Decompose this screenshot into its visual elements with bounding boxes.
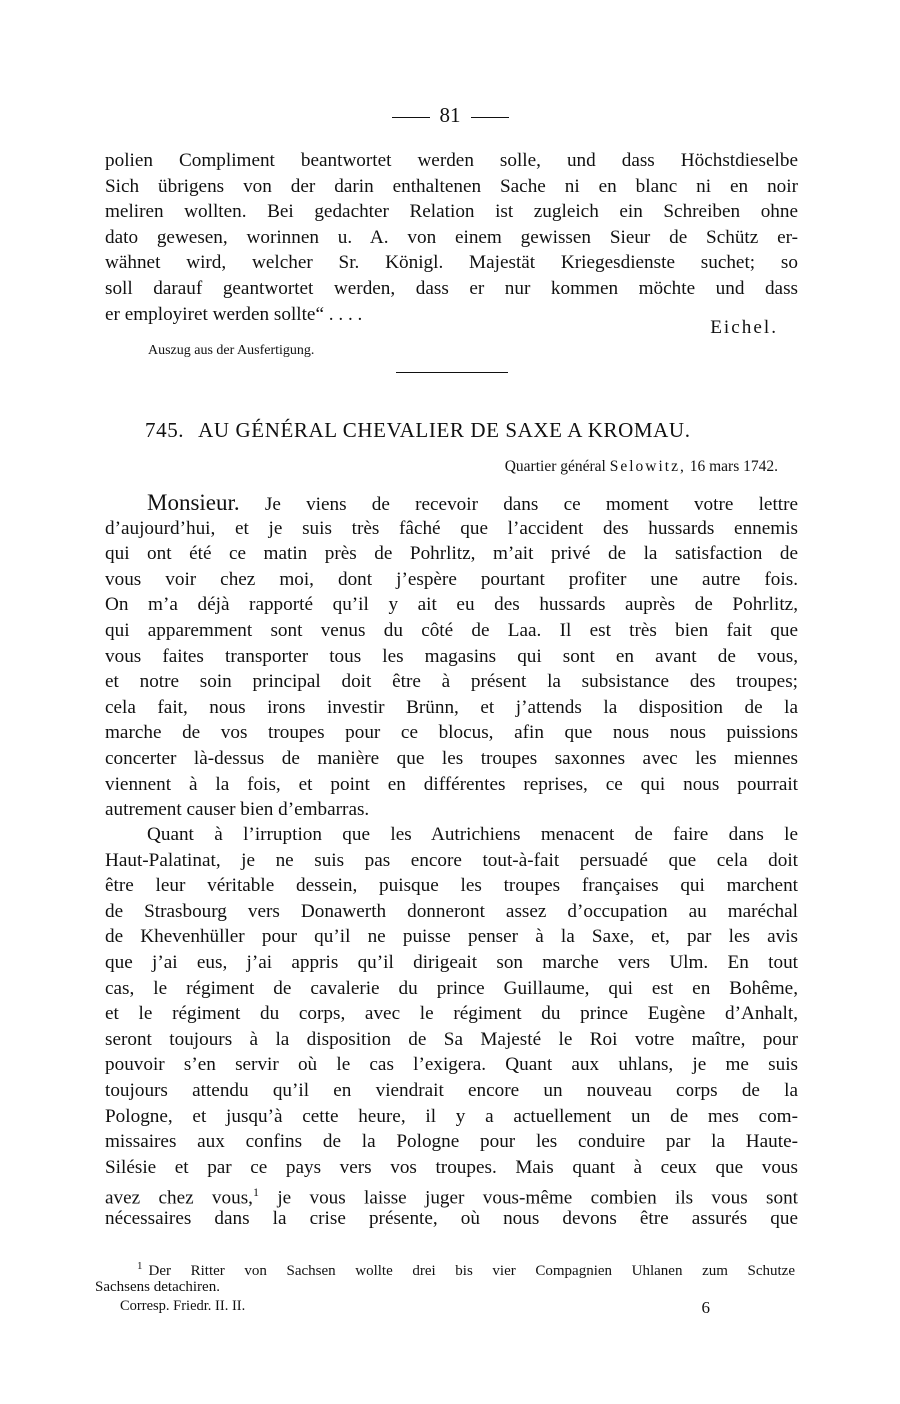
first-line-text: Je viens de recevoir dans ce moment votre lettre (264, 494, 799, 515)
continuation-text (105, 148, 798, 327)
text-line: Pologne, et jusqu’à cette heure, il y a actuellement un de mes com- (105, 1105, 798, 1127)
letter-dateline (0, 458, 778, 476)
text-line: et le régiment du corps, avec le régiment du prince Eugène d’Anhalt, (105, 1003, 798, 1025)
text-line: toujours attendu qu’il en viendrait encore un nouveau corps de la (105, 1079, 798, 1101)
text-line: vous faites transporter tous les magasins qui sont en avant de vous, (105, 645, 798, 667)
text-line: et notre soin principal doit être à présent la subsistance des troupes; (105, 671, 798, 693)
text-line: de Khevenhüller pour qu’il ne puisse penser à la Saxe, et, par les avis (105, 926, 798, 948)
text-line: wähnet wird, welcher Sr. Königl. Majestät Kriegesdienste suchet; so (105, 252, 798, 274)
text-line: dato gewesen, worinnen u. A. von einem gewissen Sieur de Schütz er- (105, 226, 798, 248)
header-dash-right (471, 117, 509, 118)
text-line (105, 490, 798, 516)
source-note: Auszug aus der Ausfertigung. (148, 343, 315, 358)
text-line: cas, le régiment de cavalerie du prince Guillaume, qui est en Bohême, (105, 977, 798, 999)
footnote-line: Sachsens detachiren. (95, 1279, 220, 1295)
text-line: nécessaires dans la crise présente, où nous devons être assurés que (105, 1207, 798, 1229)
text-line: qui ont été ce matin près de Pohrlitz, m’ait privé de la satisfaction de (105, 543, 798, 565)
salutation: Monsieur. (147, 490, 240, 515)
text-line: seront toujours à la disposition de Sa Majesté le Roi votre maître, pour (105, 1028, 798, 1050)
page-header (0, 100, 900, 130)
dateline-date: 16 mars 1742. (689, 458, 778, 475)
text-line: que j’ai eus, j’ai appris qu’il dirigeait son marche vers Ulm. En tout (105, 951, 798, 973)
text-line: marche de vos troupes pour ce blocus, afin que nous nous puissions (105, 722, 798, 744)
text-line: meliren wollten. Bei gedachter Relation ist zugleich ein Schreiben ohne (105, 201, 798, 223)
text-line: Sich übrigens von der darin enthaltenen Sache ni en blanc ni en noir (105, 175, 798, 197)
text-line: polien Compliment beantwortet werden solle, und dass Höchstdieselbe (105, 150, 798, 171)
text-line: autrement causer bien d’embarras. (105, 799, 370, 821)
text-line: cela fait, nous irons investir Brünn, et j’attends la disposition de la (105, 696, 798, 718)
line-before-footnote-ref: avez chez vous, (105, 1187, 253, 1209)
text-line: missaires aux confins de la Pologne pour les conduire par la Haute- (105, 1131, 798, 1153)
letter-number: 745. (145, 418, 185, 442)
text-line: er employiret werden sollte“ . . . . (105, 303, 363, 325)
footnote (95, 1256, 795, 1298)
text-line: Haut-Palatinat, je ne suis pas encore tout-à-fait persuadé que cela doit (105, 849, 798, 871)
text-line (105, 1180, 798, 1209)
footnote-text: Der Ritter von Sachsen wollte drei bis vier Compagnien Uhlanen zum Schutze (148, 1263, 795, 1279)
letter-title: AU GÉNÉRAL CHEVALIER DE SAXE A KROMAU. (198, 418, 691, 442)
text-line: On m’a déjà rapporté qu’il y ait eu des hussards auprès de Pohrlitz, (105, 594, 798, 616)
footnote-reference[interactable]: 1 (252, 1185, 259, 1200)
footnote-mark: 1 (137, 1260, 143, 1272)
letter-heading (145, 418, 785, 443)
text-line: pouvoir s’en servir où le cas l’exigera. Quant aux uhlans, je me suis (105, 1054, 798, 1076)
text-line: de Strasbourg vers Donawerth donneront assez d’occupation au maréchal (105, 900, 798, 922)
sheet-signature: 6 (701, 1298, 710, 1317)
letter-paragraph-1 (105, 490, 798, 823)
text-line: viennent à la fois, et point en différentes reprises, ce qui nous pourrait (105, 773, 798, 795)
section-separator (396, 372, 508, 373)
page-number: 81 (439, 103, 461, 127)
letter-paragraph-2 (105, 822, 798, 1232)
line-after-footnote-ref: je vous laisse juger vous-même combien ils vous sont (277, 1187, 798, 1209)
text-line: Silésie et par ce pays vers vos troupes. Mais quant à ceux que vous (105, 1156, 798, 1178)
dateline-prefix: Quartier général (504, 458, 606, 475)
header-dash-left (392, 117, 430, 118)
signature-eichel: Eichel. (710, 317, 778, 338)
footnote-line (95, 1256, 795, 1277)
text-line: concerter là-dessus de manière que les troupes saxonnes avec les miennes (105, 747, 798, 769)
text-line: vous voir chez moi, dont j’espère pourtant profiter une autre fois. (105, 568, 798, 590)
text-line: Quant à l’irruption que les Autrichiens menacent de faire dans le (147, 824, 798, 845)
text-line: être leur véritable dessein, puisque les troupes françaises qui marchent (105, 875, 798, 897)
text-line: d’aujourd’hui, et je suis très fâché que l’accident des hussards ennemis (105, 517, 798, 539)
series-title: Corresp. Friedr. II. II. (120, 1298, 246, 1314)
text-line: soll darauf geantwortet werden, dass er nur kommen möchte und dass (105, 277, 798, 299)
page-footer (120, 1298, 710, 1315)
text-line: qui apparemment sont venus du côté de Laa. Il est très bien fait que (105, 619, 798, 641)
dateline-place: Selowitz, (609, 458, 686, 475)
